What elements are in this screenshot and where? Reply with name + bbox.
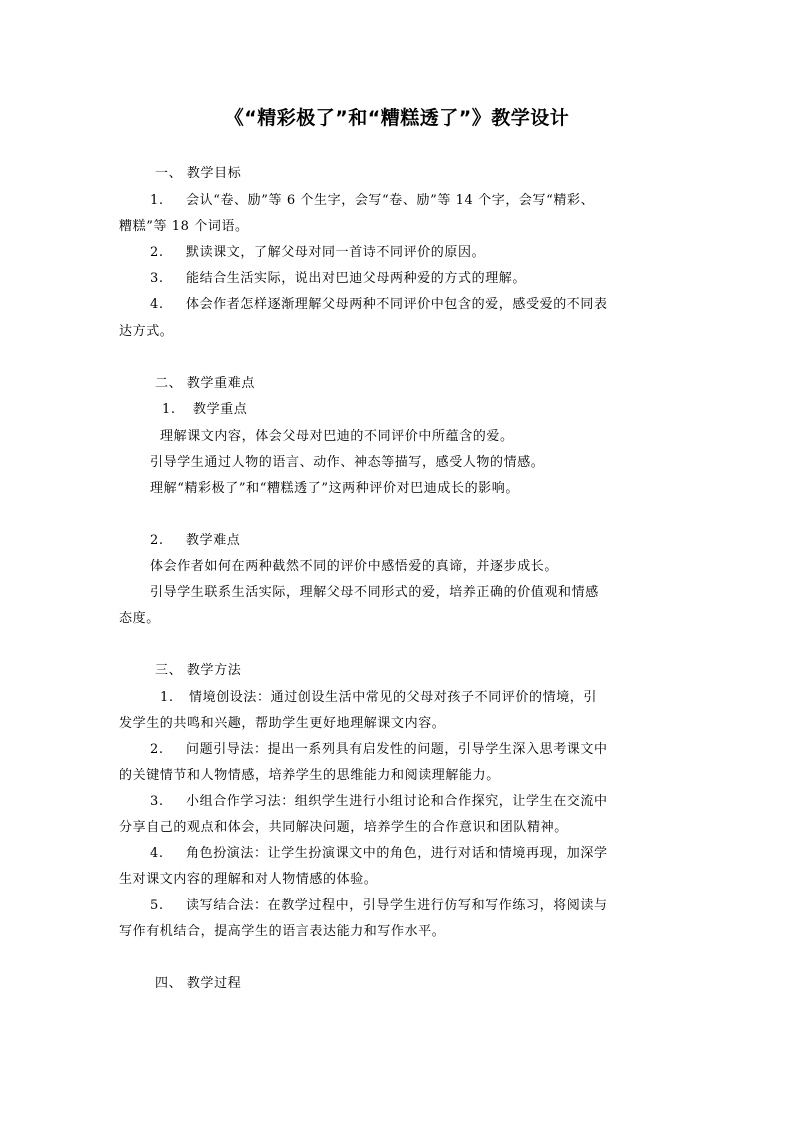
- subsection-number: 2.: [150, 533, 164, 548]
- list-item-number: 4.: [150, 846, 164, 861]
- list-item-text-continued: 生对课文内容的理解和对人物情感的体验。: [119, 872, 378, 887]
- list-item-number: 2.: [150, 245, 164, 260]
- list-item-text-continued: 分享自己的观点和体会，共同解决问题，培养学生的合作意识和团队精神。: [119, 820, 568, 835]
- list-item-number: 1.: [150, 193, 164, 208]
- list-item-text: 问题引导法：提出一系列具有启发性的问题，引导学生深入思考课文中: [186, 742, 608, 757]
- paragraph: 理解“精彩极了”和“糟糕透了”这两种评价对巴迪成长的影响。: [150, 481, 519, 496]
- list-item-text: 情境创设法：通过创设生活中常见的父母对孩子不同评价的情境，引: [189, 690, 598, 705]
- list-item-number: 3.: [150, 794, 164, 809]
- list-item-number: 3.: [150, 271, 164, 286]
- list-item-number: 5.: [150, 898, 164, 913]
- section-heading-key-points: 二、 教学重难点: [155, 376, 255, 391]
- paragraph: 体会作者如何在两种截然不同的评价中感悟爱的真谛，并逐步成长。: [150, 559, 559, 574]
- section-heading-methods: 三、 教学方法: [155, 663, 242, 678]
- list-item-number: 2.: [150, 742, 164, 757]
- list-item-text-continued: 写作有机结合，提高学生的语言表达能力和写作水平。: [119, 924, 446, 939]
- paragraph: 理解课文内容，体会父母对巴迪的不同评价中所蕴含的爱。: [160, 429, 514, 444]
- subsection-heading: 教学重点: [193, 402, 248, 417]
- document-title: 《“精彩极了”和“糟糕透了”》教学设计: [224, 107, 570, 129]
- subsection-heading: 教学难点: [186, 533, 241, 548]
- list-item-text: 会认“卷、励”等 6 个生字，会写“卷、励”等 14 个字，会写“精彩、: [186, 193, 595, 208]
- section-heading-objectives: 一、 教学目标: [155, 166, 242, 181]
- list-item-text: 角色扮演法：让学生扮演课文中的角色，进行对话和情境再现，加深学: [186, 846, 608, 861]
- list-item-text-continued: 发学生的共鸣和兴趣，帮助学生更好地理解课文内容。: [119, 716, 446, 731]
- list-item-text-continued: 达方式。: [119, 324, 174, 339]
- paragraph: 引导学生通过人物的语言、动作、神态等描写，感受人物的情感。: [150, 455, 545, 470]
- paragraph-continued: 态度。: [119, 611, 160, 626]
- list-item-number: 4.: [150, 297, 164, 312]
- list-item-number: 1.: [160, 690, 174, 705]
- list-item-text: 读写结合法：在教学过程中，引导学生进行仿写和写作练习，将阅读与: [186, 898, 608, 913]
- paragraph: 引导学生联系生活实际，理解父母不同形式的爱，培养正确的价值观和情感: [150, 585, 599, 600]
- list-item-text: 小组合作学习法：组织学生进行小组讨论和合作探究，让学生在交流中: [186, 794, 608, 809]
- list-item-text: 体会作者怎样逐渐理解父母两种不同评价中包含的爱，感受爱的不同表: [186, 297, 608, 312]
- list-item-text: 默读课文，了解父母对同一首诗不同评价的原因。: [186, 245, 486, 260]
- subsection-number: 1.: [162, 402, 176, 417]
- section-heading-process: 四、 教学过程: [155, 976, 242, 991]
- list-item-text-continued: 糟糕”等 18 个词语。: [119, 219, 249, 234]
- list-item-text-continued: 的关键情节和人物情感，培养学生的思维能力和阅读理解能力。: [119, 768, 500, 783]
- list-item-text: 能结合生活实际，说出对巴迪父母两种爱的方式的理解。: [186, 271, 527, 286]
